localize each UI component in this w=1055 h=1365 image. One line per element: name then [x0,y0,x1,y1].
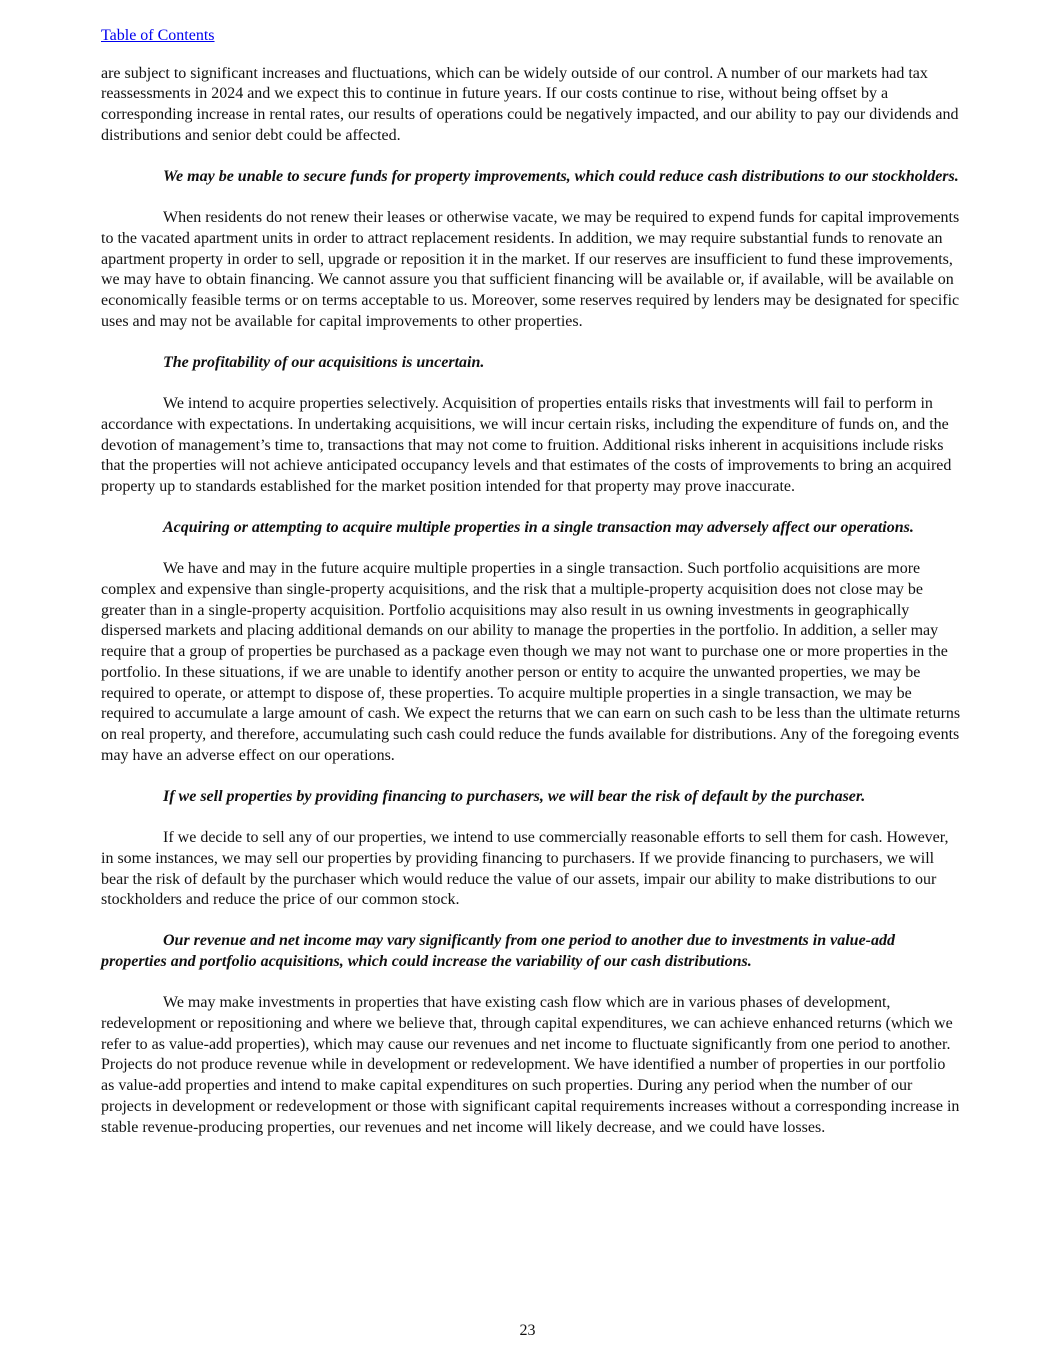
page-number: 23 [519,1322,536,1339]
risk-heading-multiple-properties: Acquiring or attempting to acquire multiple properties in a single transaction may adversely affect our operations. [163,519,914,537]
risk-heading-property-improvements: We may be unable to secure funds for property improvements, which could reduce cash distributions to our stockholders. [163,168,959,186]
paragraph-continuation: are subject to significant increases and fluctuations, which can be widely outside of our control. A number of our markets had tax reassessments in 2024 and we expect this to continue in future years. If our costs continue to rise, without being offset by a corresponding increase in rental rates, our results of operations could be negatively impacted, and our ability to pay our dividends and distributions and senior debt could be affected. [101,64,959,144]
document-page [101,26,961,1159]
paragraph-multiple-properties: We have and may in the future acquire multiple properties in a single transaction. Such portfolio acquisitions are more complex and expensive than single-property acquisitions, and the risk that a multiple-property acquisition does not close may be greater than in a single-property acquisition. Portfolio acquisitions may also result in us owning investments in geographically dispersed markets and placing additional demands on our ability to manage the properties in the portfolio. In addition, a seller may require that a group of properties be purchased as a package even though we may not want to purchase one or more properties in the portfolio. In these situations, if we are unable to identify another person or entity to acquire the unwanted properties, we may be required to operate, or attempt to dispose of, these properties. To acquire multiple properties in a single transaction, we may be required to accumulate a large amount of cash. We expect the returns that we can earn on such cash to be less than the ultimate returns on real property, and therefore, accumulating such cash could reduce the funds available for distributions. Any of the foregoing events may have an adverse effect on our operations. [101,560,961,764]
paragraph-acquisitions-profitability: We intend to acquire properties selectively. Acquisition of properties entails risks that investments will fail to perform in accordance with expectations. In undertaking acquisitions, we will incur certain risks, including the expenditure of funds on, and the devotion of management’s time to, transactions that may not come to fruition. Additional risks inherent in acquisitions include risks that the properties will not achieve anticipated occupancy levels and that estimates of the costs of improvements to bring an acquired property up to standards established for the market position intended for that property may prove inaccurate. [101,395,952,495]
paragraph-property-improvements: When residents do not renew their leases or otherwise vacate, we may be required to expend funds for capital improvements to the vacated apartment units in order to attract replacement residents. In addition, we may require substantial funds to renovate an apartment property in order to sell, upgrade or reposition it in the market. If our reserves are insufficient to fund these improvements, we may have to obtain financing. We cannot assure you that sufficient financing will be available or, if available, will be available on economically feasible terms or on terms acceptable to us. Moreover, some reserves required by lenders may be designated for specific uses and may not be available for capital improvements to other properties. [101,209,960,330]
table-of-contents-link[interactable]: Table of Contents [101,27,215,44]
risk-heading-acquisitions-profitability: The profitability of our acquisitions is uncertain. [163,353,485,371]
paragraph-seller-financing: If we decide to sell any of our properties, we intend to use commercially reasonable efforts to sell them for cash. However, in some instances, we may sell our properties by providing financing to purchasers. If we provide financing to purchasers, we will bear the risk of default by the purchaser which would reduce the value of our assets, impair our ability to make distributions to our stockholders and reduce the price of our common stock. [101,829,949,909]
paragraph-revenue-variability: We may make investments in properties that have existing cash flow which are in various phases of development, redevelopment or repositioning and where we believe that, through capital expenditures, we can achieve enhanced returns (which we refer to as value-add properties), which may cause our revenues and net income to fluctuate significantly from one period to another. Projects do not produce revenue while in development or redevelopment. We have identified a number of properties in our portfolio as value-add properties and intend to make capital expenditures on such properties. During any period when the number of our projects in development or redevelopment or those with significant capital requirements increases without a corresponding increase in stable revenue-producing properties, our revenues and net income will likely decrease, and we could have losses. [101,994,960,1136]
risk-heading-seller-financing: If we sell properties by providing financing to purchasers, we will bear the risk of default by the purchaser. [163,787,866,805]
risk-heading-revenue-variability: Our revenue and net income may vary significantly from one period to another due to investments in value-add properties and portfolio acquisitions, which could increase the variability of our cash distributions. [101,932,895,971]
